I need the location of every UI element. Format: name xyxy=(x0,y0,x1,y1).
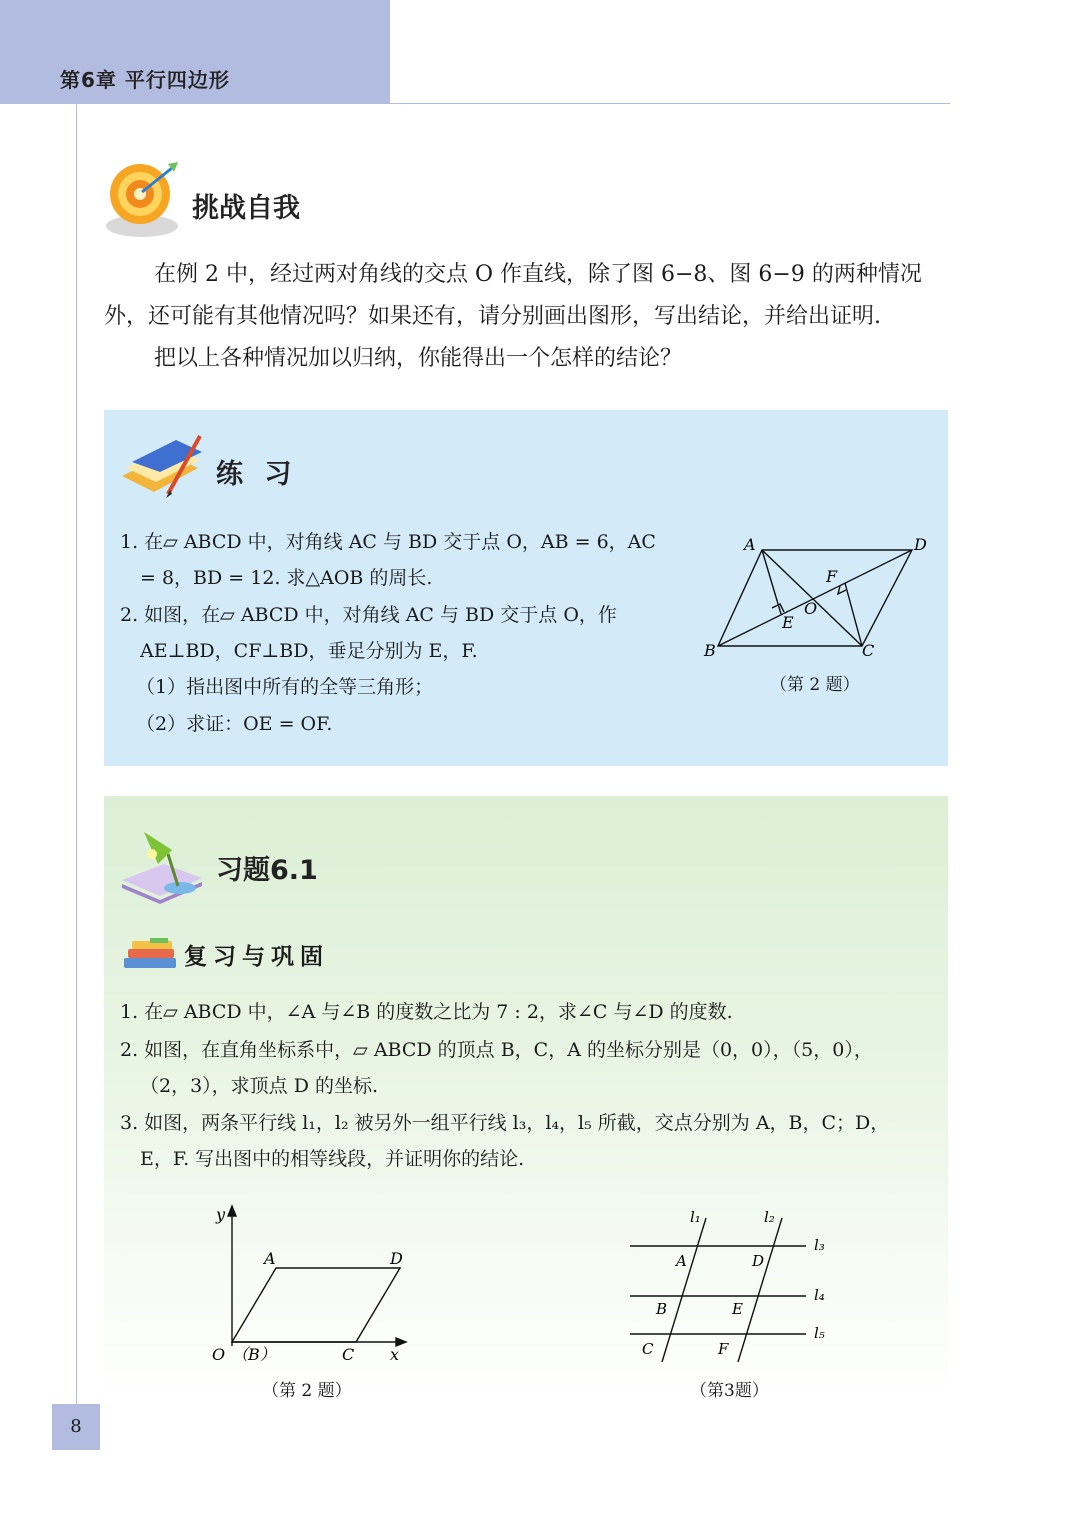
page-number: 8 xyxy=(70,1416,82,1437)
label-o: O xyxy=(804,599,818,618)
diagonal-ac xyxy=(762,550,862,646)
challenge-paragraph-1: 在例 2 中，经过两对角线的交点 O 作直线，除了图 6−8、图 6−9 的两种情况外，还可能有其他情况吗？如果还有，请分别画出图形，写出结论，并给出证明. xyxy=(104,262,922,329)
label-d: D xyxy=(752,1252,765,1270)
margin-rule xyxy=(76,104,77,1404)
label-c: C xyxy=(862,641,875,660)
header-rule xyxy=(390,103,950,104)
label-a: A xyxy=(676,1252,687,1270)
label-c: C xyxy=(642,1340,654,1358)
label-b: （B） xyxy=(232,1345,276,1364)
practice-q2-sub2: （2）求证：OE = OF. xyxy=(136,713,333,735)
segment-cf xyxy=(845,583,862,646)
practice-q2-line2: AE⊥BD，CF⊥BD，垂足分别为 E，F. xyxy=(140,640,478,662)
label-o: O xyxy=(212,1345,226,1364)
label-l2: l₂ xyxy=(764,1208,775,1226)
challenge-title: 挑战自我 xyxy=(192,193,300,224)
label-x: x xyxy=(390,1345,400,1364)
challenge-paragraph-2: 把以上各种情况加以归纳，你能得出一个怎样的结论？ xyxy=(154,346,683,371)
practice-title: 练 习 xyxy=(216,459,298,490)
label-b: B xyxy=(656,1300,668,1318)
exercise-q1: 1. 在▱ ABCD 中，∠A 与∠B 的度数之比为 7 : 2，求∠C 与∠D 的度数. xyxy=(120,1001,733,1023)
practice-q2-line1: 2. 如图，在▱ ABCD 中，对角线 AC 与 BD 交于点 O，作 xyxy=(120,604,617,626)
exercise-q3-line2: E，F. 写出图中的相等线段，并证明你的结论. xyxy=(140,1148,525,1170)
exercise-figure-3-caption: （第3题） xyxy=(690,1381,769,1401)
exercise-q3-line1: 3. 如图，两条平行线 l₁，l₂ 被另外一组平行线 l₃，l₄，l₅ 所截，交点分别为 A，B，C；D， xyxy=(120,1112,890,1134)
exercise-figure-3 xyxy=(620,1206,840,1366)
label-a: A xyxy=(264,1249,276,1268)
right-angle-f xyxy=(838,586,846,594)
practice-figure xyxy=(696,528,940,668)
label-l5: l₅ xyxy=(814,1324,825,1342)
books-pencil-icon xyxy=(116,432,206,498)
lamp-book-icon xyxy=(116,824,206,906)
chapter-title: 第6章 平行四边形 xyxy=(60,68,230,92)
label-c: C xyxy=(342,1345,355,1364)
exercise-q2-line1: 2. 如图，在直角坐标系中，▱ ABCD 的顶点 B，C，A 的坐标分别是（0，0），（5，0）， xyxy=(120,1039,873,1061)
label-f: F xyxy=(826,567,838,586)
line-l1 xyxy=(662,1218,706,1362)
diagonal-bd xyxy=(718,550,912,646)
target-icon xyxy=(102,158,186,242)
parallelogram-abcd xyxy=(232,1268,400,1342)
line-l2 xyxy=(738,1218,782,1362)
exercise-figure-2 xyxy=(200,1200,420,1372)
label-b: B xyxy=(704,641,716,660)
right-angle-e xyxy=(772,604,784,612)
exercise-q2-line2: （2，3），求顶点 D 的坐标. xyxy=(140,1075,379,1097)
practice-q1-line1: 1. 在▱ ABCD 中，对角线 AC 与 BD 交于点 O，AB = 6，AC xyxy=(120,531,656,553)
label-d: D xyxy=(390,1249,403,1268)
label-e: E xyxy=(782,613,794,632)
exercise-figure-2-caption: （第 2 题） xyxy=(262,1381,352,1401)
label-l4: l₄ xyxy=(814,1286,825,1304)
label-y: y xyxy=(216,1205,226,1224)
practice-q2-sub1: （1）指出图中所有的全等三角形； xyxy=(136,676,434,698)
label-d: D xyxy=(914,535,927,554)
exercise-title: 习题6.1 xyxy=(216,855,318,886)
review-subtitle: 复习与巩固 xyxy=(184,943,329,970)
label-e: E xyxy=(732,1300,743,1318)
label-l1: l₁ xyxy=(690,1208,701,1226)
books-stack-icon xyxy=(120,936,180,972)
practice-q1-line2: = 8，BD = 12. 求△AOB 的周长. xyxy=(140,567,433,589)
label-a: A xyxy=(744,535,756,554)
label-f: F xyxy=(718,1340,729,1358)
practice-figure-caption: （第 2 题） xyxy=(770,675,860,695)
label-l3: l₃ xyxy=(814,1236,825,1254)
